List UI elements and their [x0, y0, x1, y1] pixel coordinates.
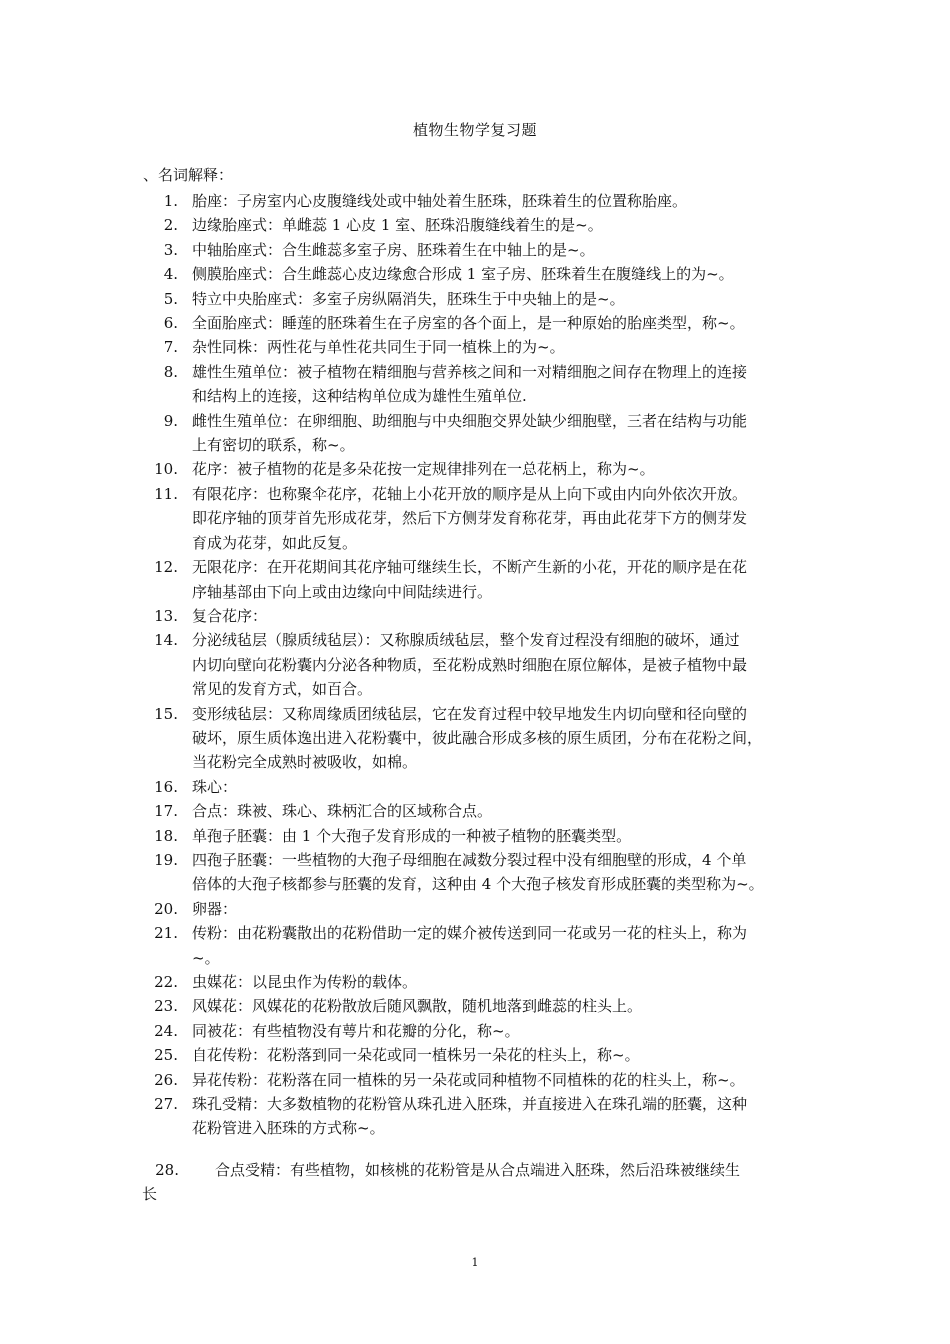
- item-number: 23.: [154, 997, 178, 1016]
- item-number: 10.: [154, 460, 178, 479]
- item-text: [192, 1043, 840, 1067]
- item-text-line: 合点：珠被、珠心、珠柄汇合的区域称合点。: [192, 802, 493, 821]
- item-text-line: 中轴胎座式：合生雌蕊多室子房、胚珠着生在中轴上的是~。: [192, 240, 595, 259]
- item-text-line: 边缘胎座式：单雌蕊 1 心皮 1 室、胚珠沿腹缝线着生的是~。: [192, 216, 603, 235]
- item-text-line: 育成为花芽，如此反复。: [192, 533, 358, 552]
- item-text-line: 异花传粉：花粉落在同一植株的另一朵花或同种植物不同植株的花的柱头上，称~。: [192, 1070, 745, 1089]
- item-text-line: 无限花序：在开花期间其花序轴可继续生长，不断产生新的小花，开花的顺序是在花: [192, 558, 748, 577]
- list-item: [150, 1068, 840, 1092]
- item-text-line: 有限花序：也称聚伞花序，花轴上小花开放的顺序是从上向下或由内向外依次开放。: [192, 484, 748, 503]
- item-text: [192, 702, 840, 775]
- item-text: [192, 262, 840, 286]
- list-item: [150, 335, 840, 359]
- item-text-line: 虫媒花：以昆虫作为传粉的载体。: [192, 973, 418, 991]
- item-text-line: 花序：被子植物的花是多朵花按一定规律排列在一总花柄上，称为~。: [192, 460, 655, 479]
- item-text-line: 珠心：: [192, 777, 238, 796]
- item-number: 12.: [154, 558, 178, 577]
- item-text: [192, 1068, 840, 1092]
- item-text-line: 内切向壁向花粉囊内分泌各种物质，至花粉成熟时细胞在原位解体，是被子植物中最: [192, 655, 748, 674]
- item-text-line: 倍体的大孢子核都参与胚囊的发育，这种由 4 个大孢子核发育形成胚囊的类型称为~。: [192, 875, 764, 894]
- term-list: [150, 189, 840, 1141]
- item-text-line: 传粉：由花粉囊散出的花粉借助一定的媒介被传送到同一花或另一花的柱头上，称为: [192, 924, 748, 943]
- item-text-line: 四孢子胚囊：一些植物的大孢子母细胞在减数分裂过程中没有细胞壁的形成，4 个单: [192, 850, 747, 869]
- item-text: [192, 1092, 840, 1141]
- item-text: [192, 360, 840, 409]
- item-text: [192, 238, 840, 262]
- item-text: [192, 482, 840, 555]
- item-text-line: 当花粉完全成熟时被吸收，如棉。: [192, 753, 418, 772]
- item-number: 21.: [154, 924, 178, 943]
- item-text-line: 上有密切的联系，称~。: [192, 436, 355, 455]
- list-item: [150, 1019, 840, 1043]
- item-text: [192, 311, 840, 335]
- item-number: 28.: [155, 1161, 179, 1179]
- list-item: [150, 1043, 840, 1067]
- list-item: [150, 824, 840, 848]
- item-number: 26.: [154, 1070, 178, 1089]
- item-text: [192, 555, 840, 604]
- item-text: [192, 1019, 840, 1043]
- list-item: [150, 482, 840, 555]
- item-number: 19.: [154, 850, 178, 869]
- item-text-line: 单孢子胚囊：由 1 个大孢子发育形成的一种被子植物的胚囊类型。: [192, 826, 632, 845]
- item-text-continuation: 长: [142, 1185, 158, 1204]
- item-text-line: 侧膜胎座式：合生雌蕊心皮边缘愈合形成 1 室子房、胚珠着生在腹缝线上的为~。: [192, 265, 734, 284]
- item-text: [192, 189, 840, 213]
- item-text: [192, 628, 840, 701]
- list-item: [150, 604, 840, 628]
- item-number: 9.: [163, 411, 178, 430]
- item-number: 15.: [154, 704, 178, 723]
- list-item: [150, 311, 840, 335]
- list-item-28: [142, 1158, 830, 1204]
- list-item: [150, 628, 840, 701]
- item-number: 8.: [163, 362, 178, 381]
- item-number: 13.: [154, 606, 178, 625]
- item-text-line: 破坏，原生质体逸出进入花粉囊中，彼此融合形成多核的原生质团，分布在花粉之间，: [192, 728, 763, 747]
- item-text-line: 复合花序：: [192, 606, 268, 625]
- list-item: [150, 921, 840, 970]
- item-number: 17.: [154, 802, 178, 821]
- list-item: [150, 409, 840, 458]
- item-text-line: 风媒花：风媒花的花粉散放后随风飘散，随机地落到雌蕊的柱头上。: [192, 997, 643, 1016]
- item-number: 24.: [154, 1021, 178, 1040]
- item-text: [192, 799, 840, 823]
- item-text: [192, 335, 840, 359]
- item-text: [192, 775, 840, 799]
- item-text-line: 雌性生殖单位：在卵细胞、助细胞与中央细胞交界处缺少细胞壁，三者在结构与功能: [192, 411, 748, 430]
- item-text: [192, 970, 840, 994]
- list-item: [150, 360, 840, 409]
- item-number: 14.: [154, 631, 178, 650]
- item-text-line: ~。: [192, 948, 220, 967]
- item-number: 18.: [154, 826, 178, 845]
- item-number: 1.: [163, 192, 178, 210]
- item-text-line: 常见的发育方式，如百合。: [192, 680, 373, 699]
- list-item: [150, 897, 840, 921]
- item-number: 25.: [154, 1046, 178, 1065]
- item-text-line: 杂性同株：两性花与单性花共同生于同一植株上的为~。: [192, 338, 565, 357]
- item-text: [192, 824, 840, 848]
- item-text-line: 序轴基部由下向上或由边缘向中间陆续进行。: [192, 582, 493, 601]
- item-text-line: 胎座：子房室内心皮腹缝线处或中轴处着生胚珠，胚珠着生的位置称胎座。: [192, 192, 688, 210]
- item-number: 7.: [163, 338, 178, 357]
- item-text: [192, 409, 840, 458]
- item-text-line: 变形绒毡层：又称周缘质团绒毡层，它在发育过程中较早地发生内切向壁和径向壁的: [192, 704, 748, 723]
- item-text: [192, 213, 840, 237]
- list-item: [150, 970, 840, 994]
- page-title: 植物生物学复习题: [412, 121, 537, 139]
- item-text-line: 和结构上的连接，这种结构单位成为雄性生殖单位.: [192, 387, 527, 406]
- page-number: 1: [471, 1256, 479, 1269]
- item-number: 27.: [154, 1095, 178, 1114]
- item-number: 22.: [154, 973, 178, 991]
- item-text-line: 即花序轴的顶芽首先形成花芽，然后下方侧芽发育称花芽，再由此花芽下方的侧芽发: [192, 509, 748, 528]
- item-text-line: 花粉管进入胚珠的方式称~。: [192, 1119, 385, 1138]
- item-number: 4.: [163, 265, 178, 284]
- item-text: [192, 604, 840, 628]
- item-text: [192, 457, 840, 481]
- item-number: 16.: [154, 777, 178, 796]
- item-text-line: 分泌绒毡层（腺质绒毡层）：又称腺质绒毡层，整个发育过程没有细胞的破坏，通过: [192, 631, 740, 650]
- item-text: [192, 897, 840, 921]
- list-item: [150, 555, 840, 604]
- item-number: 20.: [154, 899, 178, 918]
- list-item: [150, 189, 840, 213]
- item-text-line: 全面胎座式：睡莲的胚珠着生在子房室的各个面上，是一种原始的胎座类型，称~。: [192, 314, 745, 333]
- list-item: [150, 799, 840, 823]
- item-text-line: 同被花：有些植物没有萼片和花瓣的分化，称~。: [192, 1021, 520, 1040]
- list-item: [150, 702, 840, 775]
- item-text: [192, 287, 840, 311]
- list-item: [150, 262, 840, 286]
- list-item: [150, 287, 840, 311]
- item-number: 6.: [163, 314, 178, 333]
- list-item: [150, 994, 840, 1018]
- section-heading: 、名词解释：: [143, 166, 234, 184]
- item-text-line: 雄性生殖单位：被子植物在精细胞与营养核之间和一对精细胞之间存在物理上的连接: [192, 362, 748, 381]
- item-number: 3.: [163, 240, 178, 259]
- item-text-line: 珠孔受精：大多数植物的花粉管从珠孔进入胚珠，并直接进入在珠孔端的胚囊，这种: [192, 1095, 748, 1114]
- item-text: [192, 994, 840, 1018]
- list-item: [150, 213, 840, 237]
- item-text-line: 卵器：: [192, 899, 238, 918]
- list-item: [150, 848, 840, 897]
- list-item: [150, 1092, 840, 1141]
- item-text-line: 自花传粉：花粉落到同一朵花或同一植株另一朵花的柱头上，称~。: [192, 1046, 640, 1065]
- item-text-line: 特立中央胎座式：多室子房纵隔消失，胚珠生于中央轴上的是~。: [192, 289, 625, 308]
- item-number: 5.: [163, 289, 178, 308]
- list-item: [150, 457, 840, 481]
- list-item: [150, 775, 840, 799]
- item-text: 合点受精：有些植物，如核桃的花粉管是从合点端进入胚珠，然后沿珠被继续生: [215, 1161, 741, 1179]
- item-text: [192, 848, 840, 897]
- item-text: [192, 921, 840, 970]
- item-number: 11.: [154, 484, 178, 503]
- list-item: [150, 238, 840, 262]
- item-number: 2.: [163, 216, 178, 235]
